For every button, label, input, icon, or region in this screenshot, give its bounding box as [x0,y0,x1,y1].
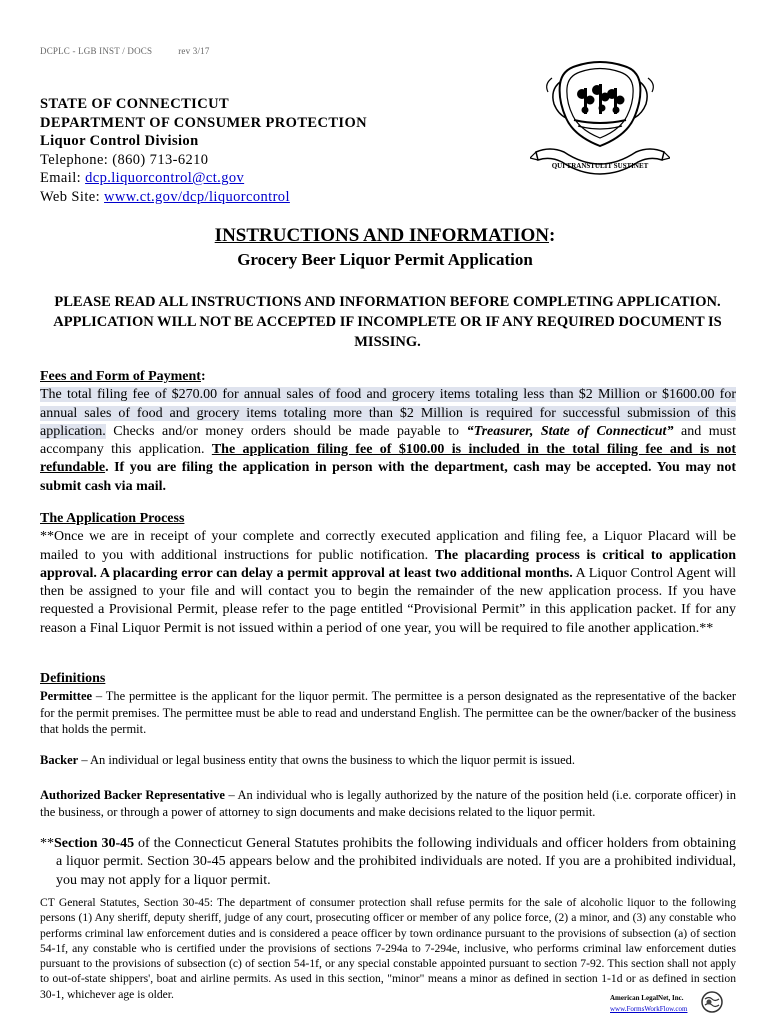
placarding-critical-notice: The placarding process is critical to application approval. A placarding error can delay a permit approval at least two additional months. [40,547,736,581]
definition-authorized-backer-representative: Authorized Backer Representative – An individual who is legally authorized by the nature of the position held (i.e. corporate officer) in the business, or through a power of attorney to sign documents and make decisions related to the liquor permit. [40,788,736,819]
process-paragraph: **Once we are in receipt of your complete and correctly executed application and filing fee, a Liquor Placard will be mailed to you with additional instructions for public notification. The placarding process is critical to application approval. A placarding error can delay a permit approval at least two additional months. A Liquor Control Agent will then be assigned to your file and will contact you to begin the remainder of the new application process. If you have requested a Provisional Permit, please refer to the page entitled “Provisional Permit” in this application packet. If for any reason a Final Liquor Permit is not issued within a period of one year, you will be required to file another application.** [40,529,736,636]
fees-total-text: The total filing fee of $270.00 for annual sales of food and grocery items totaling less than $2 Million or $1600.00 for annual sales of food and grocery items totaling more than $2 Million is required for successful submission of this application. [40,387,736,439]
payee-name: “Treasurer, State of Connecticut” [466,423,674,439]
warning-notice: PLEASE READ ALL INSTRUCTIONS AND INFORMATION BEFORE COMPLETING APPLICATION. APPLICATION WILL NOT BE ACCEPTED IF INCOMPLETE OR IF ANY REQUIRED DOCUMENT IS MISSING. [53,294,722,350]
website-link[interactable]: www.ct.gov/dcp/liquorcontrol [104,188,290,205]
publisher-link[interactable]: www.FormsWorkFlow.com [610,1005,688,1013]
state-seal [530,60,670,178]
statute-text: CT General Statutes, Section 30-45: The department of consumer protection shall refuse permits for the sale of alcoholic liquor to the following persons (1) Any sheriff, deputy sheriff, judge of any court, prosecuting officer or member of any police force, (2) a minor, and (3) any constable who performs criminal law enforcement duties and is considered a peace officer by town ordinance pursuant to the provisions of subsection (a) of section 54-1f, any constable who is certified under the provisions of sections 7-294a to 7-294e, inclusive, who performs criminal law enforcement duties pursuant to the provisions of subsection (c) of section 54-1f, or any special constable appointed pursuant to section 7-92. This section shall not apply to out-of-state shippers', boat and airline permits. As used in this section, "minor" means a minor as defined in section 1-1d or as defined in section 30-1, whichever age is older. [40,896,736,1001]
statute-section: Section 30-45 [54,836,135,851]
form-id: DCPLC - LGB INST / DOCS [40,46,153,56]
fees-heading: Fees and Form of Payment: [40,369,206,384]
publisher-name: American LegalNet, Inc. [610,994,684,1002]
document-title-colon: : [548,225,556,246]
email-label: Email: [40,170,86,186]
state-name: STATE OF CONNECTICUT [40,96,230,112]
telephone-number: (860) 713-6210 [112,151,209,168]
division-name: Liquor Control Division [40,133,199,149]
website-label: Web Site: [40,188,105,205]
document-title-text: INSTRUCTIONS AND INFORMATION [214,225,549,246]
nonrefundable-notice: The application filing fee of $100.00 is included in the total filing fee and is not refundable [40,442,736,476]
telephone-label: Telephone: [40,151,113,168]
document-title [0,225,770,247]
form-code [40,46,210,56]
definition-backer: Backer – An individual or legal business entity that owns the business to which the liquor permit is issued. [40,753,576,767]
fees-section [40,368,736,496]
definitions-heading: Definitions [40,671,106,686]
seal-motto: QUI TRANSTULIT SUSTINET [551,162,649,170]
globe-icon [700,990,724,1014]
process-heading: The Application Process [40,511,185,526]
statute-note: **Section 30-45 of the Connecticut General Statutes prohibits the following individuals and officer holders from obtaining a liquor permit. Section 30-45 appears below and the prohibited individuals are noted. If you are a prohibited individual, you may not apply for a liquor permit. [40,836,736,888]
publisher-footer [606,990,724,1016]
definition-permittee: Permittee – The permittee is the applicant for the liquor permit. The permittee is a person designated as the representative of the backer for the permit premises. The permittee must be able to read and understand English. The permittee can be the owner/backer of the business that holds the permit. [40,689,736,737]
department-name: DEPARTMENT OF CONSUMER PROTECTION [40,114,368,131]
website-line [40,188,367,207]
document-subtitle: Grocery Beer Liquor Permit Application [237,250,533,269]
agency-header [40,95,367,206]
email-line [40,169,367,188]
telephone-line [40,151,367,170]
process-section [40,510,736,638]
fees-paragraph: The total filing fee of $270.00 for annual sales of food and grocery items totaling less than $2 Million or $1600.00 for annual sales of food and grocery items totaling more than $2 Million is required for successful submission of this application. Checks and/or money orders should be made payable to “Treasurer, State of Connecticut” and must accompany this application. The application filing fee of $100.00 is included in the total filing fee and is not refundable. If you are filing the application in person with the department, cash may be accepted. You may not submit cash via mail. [40,387,736,494]
email-link[interactable]: dcp.liquorcontrol@ct.gov [85,170,245,186]
definitions-section [40,670,736,738]
form-revision: rev 3/17 [178,46,210,56]
